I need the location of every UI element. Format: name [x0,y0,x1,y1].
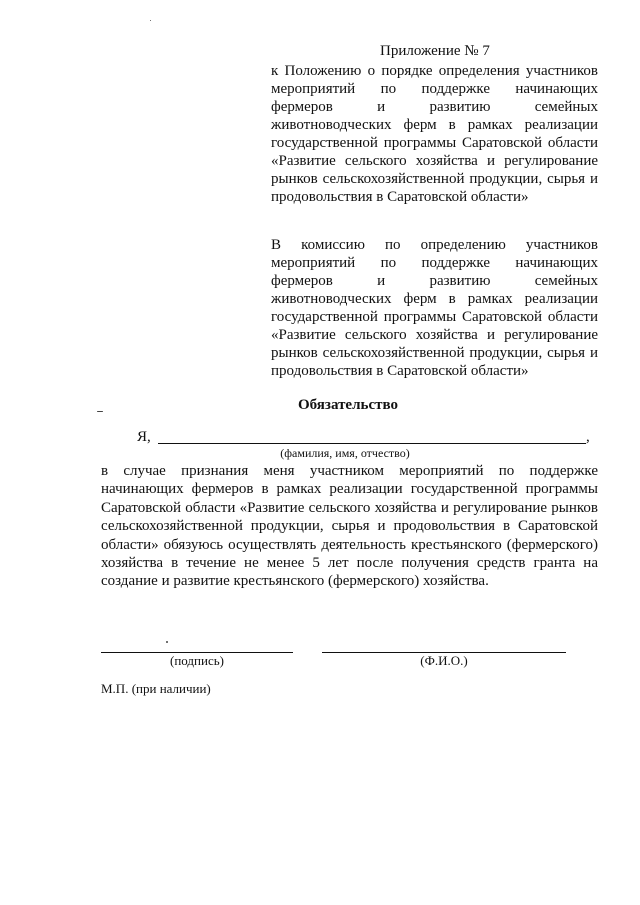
signature-label: (подпись) [170,653,224,668]
obligation-body-text: в случае признания меня участником мероприятий по поддержке начинающих фермеров в рамках реализации государственной программы Саратовской области «Развитие сельского хозяйства и регулирование рынков сельскохозяйственной продукции, сырья и продовольствия в Саратовской области» обязуюсь осуществлять деятельность крестьянского (фермерского) хозяйства в течение не менее 5 лет после получения средств гранта на создание и развитие крестьянского (фермерского) хозяйства. [101,463,598,590]
scan-speck [166,641,168,643]
scan-speck [150,20,151,21]
addressee-block: В комиссию по определению участников мероприятий по поддержке начинающих фермеров и развитию семейных животноводческих ферм в рамках реализации государственной программы Саратовской области «Развитие сельского хозяйства и регулирование рынков сельскохозяйственной продукции, сырья и продовольствия в Саратовской области» [271,237,598,379]
i-comma: , [586,429,590,445]
appendix-reference-text: к Положению о порядке определения участников мероприятий по поддержке начинающих фермеров и развитию семейных животноводческих ферм в рамках реализации государственной программы Саратовской области «Развитие сельского хозяйства и регулирование рынков сельскохозяйственной продукции, сырья и продовольствия в Саратовской области» [271,63,598,205]
scan-speck [97,411,103,412]
full-name-hint: (фамилия, имя, отчество) [280,446,410,460]
i-label: Я, [137,429,151,445]
full-name-blank-line [158,443,586,444]
fio-label: (Ф.И.О.) [420,653,468,668]
appendix-title: Приложение № 7 [380,43,490,59]
document-heading: Обязательство [298,397,398,413]
stamp-label: М.П. (при наличии) [101,681,211,696]
